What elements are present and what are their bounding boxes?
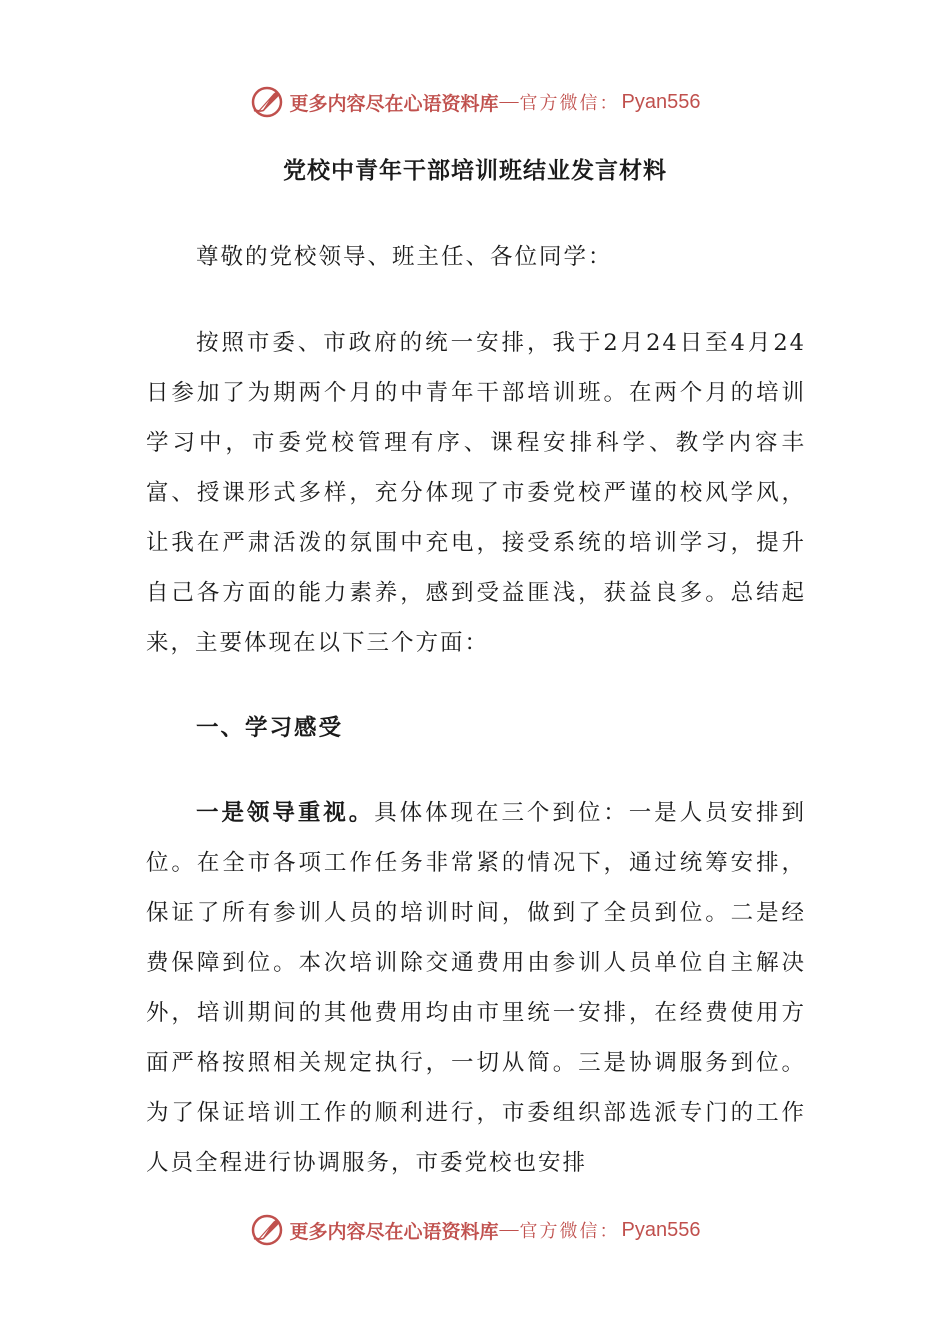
greeting: 尊敬的党校领导、班主任、各位同学： (196, 244, 613, 270)
paragraph-lead-phrase: 一是领导重视。 (196, 800, 375, 826)
banner-wechat-label: 官方微信： (519, 1221, 620, 1242)
banner-separator: — (499, 1219, 519, 1240)
section-heading-1: 一、学习感受 (196, 715, 344, 741)
banner-main-text: 更多内容尽在心语资料库 (289, 92, 499, 115)
paragraph-leadership (146, 788, 806, 1188)
pen-feather-logo-icon (250, 1213, 284, 1247)
footer-watermark-banner (0, 1210, 950, 1250)
banner-separator: — (499, 91, 519, 112)
document-title: 党校中青年干部培训班结业发言材料 (283, 157, 667, 184)
banner-wechat-id: Pyan556 (621, 90, 701, 113)
banner-wechat-label: 官方微信： (519, 93, 620, 114)
paragraph-intro: 按照市委、市政府的统一安排，我于2月24日至4月24日参加了为期两个月的中青年干部培训班。在两个月的培训学习中，市委党校管理有序、课程安排科学、教学内容丰富、授课形式多样，充分体现了市委党校严谨的校风学风，让我在严肃活泼的氛围中充电，接受系统的培训学习，提升自己各方面的能力素养，感到受益匪浅，获益良多。总结起来，主要体现在以下三个方面： (146, 330, 806, 656)
header-watermark-banner (0, 82, 950, 122)
banner-wechat-id: Pyan556 (621, 1218, 701, 1241)
banner-main-text: 更多内容尽在心语资料库 (289, 1220, 499, 1243)
paragraph-body: 具体体现在三个到位：一是人员安排到位。在全市各项工作任务非常紧的情况下，通过统筹安排，保证了所有参训人员的培训时间，做到了全员到位。二是经费保障到位。本次培训除交通费用由参训人员单位自主解决外，培训期间的其他费用均由市里统一安排，在经费使用方面严格按照相关规定执行，一切从简。三是协调服务到位。为了保证培训工作的顺利进行，市委组织部选派专门的工作人员全程进行协调服务，市委党校也安排 (146, 800, 806, 1176)
pen-feather-logo-icon (250, 85, 284, 119)
